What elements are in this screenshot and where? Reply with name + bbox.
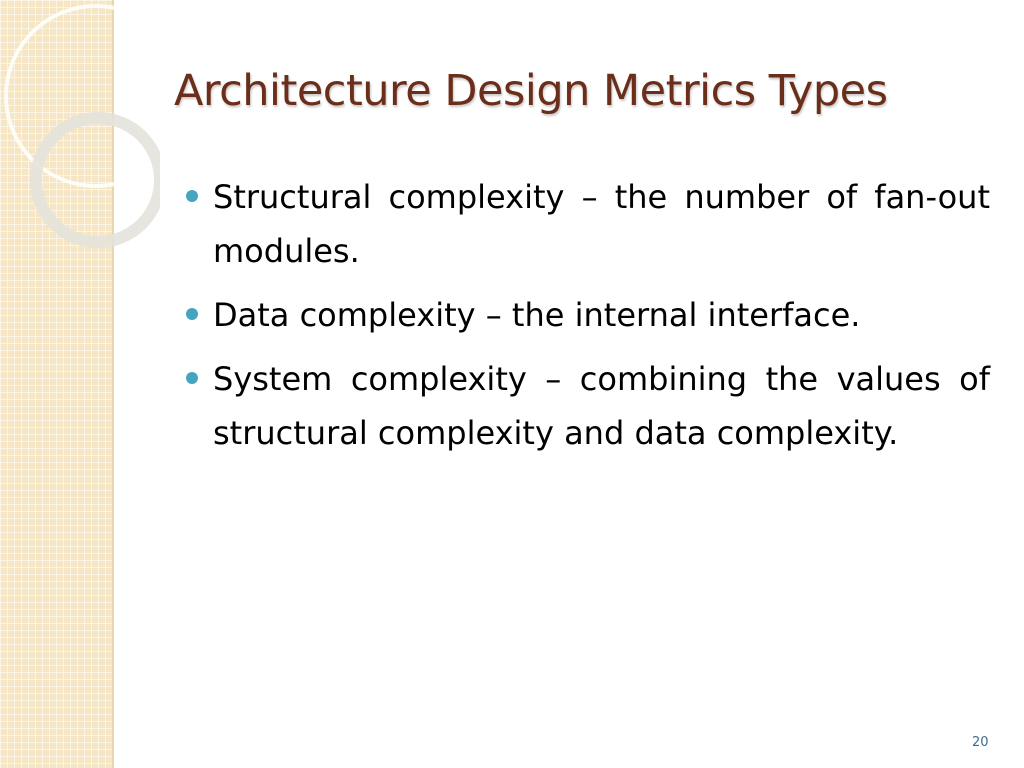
decorative-side-band [0, 0, 112, 768]
bullet-dot-icon [186, 190, 198, 202]
bullet-dot-icon [186, 308, 198, 320]
slide-title: Architecture Design Metrics Types [174, 66, 888, 116]
bullet-dot-icon [186, 372, 198, 384]
bullet-item-system-complexity [186, 352, 990, 460]
bullet-item-structural-complexity [186, 170, 990, 278]
bullet-text: System complexity – combining the values of structural complexity and data complexity. [213, 360, 990, 452]
bullet-item-data-complexity [186, 288, 990, 342]
bullet-text: Structural complexity – the number of fan-out modules. [213, 178, 990, 270]
bullet-text: Data complexity – the internal interface. [213, 296, 861, 334]
bullet-list [186, 170, 990, 470]
band-edge-divider [112, 0, 114, 768]
slide-page-number: 20 [972, 735, 989, 750]
